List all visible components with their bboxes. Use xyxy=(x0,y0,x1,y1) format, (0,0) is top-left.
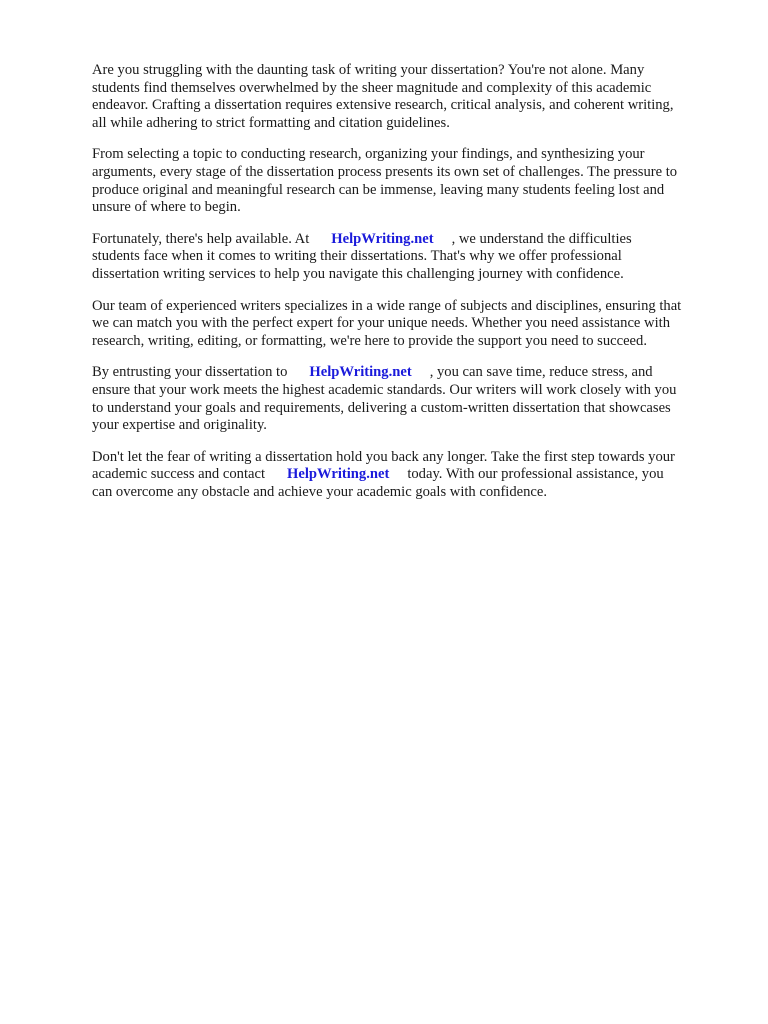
text-line: unsure of where to begin. xyxy=(92,199,241,216)
helpwriting-link[interactable]: HelpWriting.net xyxy=(287,466,390,483)
paragraph-call-to-action xyxy=(92,449,732,502)
text-line: we can match you with the perfect expert for your unique needs. Whether you need assistance with xyxy=(92,315,671,332)
text-line: your expertise and originality. xyxy=(92,417,267,434)
text-line: Are you struggling with the daunting task of writing your dissertation? You're not alone. Many xyxy=(92,62,645,78)
helpwriting-link[interactable]: HelpWriting.net xyxy=(309,364,412,381)
paragraph-help-available xyxy=(92,231,732,284)
text-line: arguments, every stage of the dissertation process presents its own set of challenges. The pressure to xyxy=(92,163,678,180)
text-segment: , you can save time, reduce stress, and xyxy=(429,364,653,381)
text-line: research, writing, editing, or formatting, we're here to provide the support you need to succeed. xyxy=(92,332,647,349)
text-line: Our team of experienced writers specializes in a wide range of subjects and disciplines, ensuring that xyxy=(92,297,682,314)
text-line: students face when it comes to writing their dissertations. That's why we offer professional xyxy=(92,248,622,265)
text-line: students find themselves overwhelmed by the sheer magnitude and complexity of this academic xyxy=(92,79,652,96)
text-segment: today. With our professional assistance, you xyxy=(407,466,664,483)
text-line: produce original and meaningful research can be immense, leaving many students feeling lost and xyxy=(92,181,665,198)
text-segment: academic success and contact xyxy=(92,466,266,483)
text-line xyxy=(92,364,732,382)
paragraph-entrusting xyxy=(92,364,732,434)
helpwriting-link[interactable]: HelpWriting.net xyxy=(331,230,434,247)
text-line xyxy=(92,466,732,484)
text-line: all while adhering to strict formatting and citation guidelines. xyxy=(92,114,450,131)
text-line: to understand your goals and requirements, delivering a custom-written dissertation that showcases xyxy=(92,399,671,416)
paragraph-challenges xyxy=(92,146,732,216)
text-line: Don't let the fear of writing a dissertation hold you back any longer. Take the first step towards your xyxy=(92,448,675,465)
text-line: ensure that your work meets the highest academic standards. Our writers will work closely with you xyxy=(92,381,677,398)
paragraph-intro xyxy=(92,62,732,132)
text-segment: By entrusting your dissertation to xyxy=(92,364,288,381)
text-segment: Fortunately, there's help available. At xyxy=(92,230,310,247)
text-line: endeavor. Crafting a dissertation requires extensive research, critical analysis, and coherent writing, xyxy=(92,97,674,114)
text-line: From selecting a topic to conducting research, organizing your findings, and synthesizing your xyxy=(92,146,645,163)
text-line: dissertation writing services to help you navigate this challenging journey with confidence. xyxy=(92,265,624,282)
text-line xyxy=(92,231,732,249)
text-line: can overcome any obstacle and achieve your academic goals with confidence. xyxy=(92,483,548,500)
paragraph-team xyxy=(92,298,732,351)
document-body xyxy=(92,62,732,515)
text-segment: , we understand the difficulties xyxy=(451,230,632,247)
